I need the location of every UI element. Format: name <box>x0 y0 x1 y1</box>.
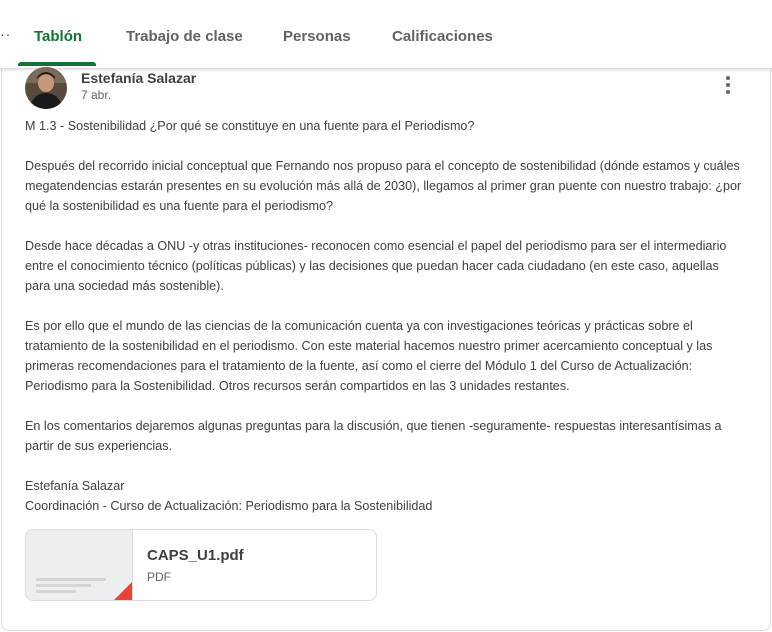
post-title: M 1.3 - Sostenibilidad ¿Por qué se constituye en una fuente para el Periodismo? <box>25 119 475 133</box>
attachment-filename: CAPS_U1.pdf <box>147 547 244 564</box>
more-icon[interactable]: ·· <box>0 26 12 42</box>
attachment-filetype: PDF <box>147 570 171 584</box>
tab-trabajo-de-clase[interactable]: Trabajo de clase <box>126 28 243 45</box>
post-date: 7 abr. <box>81 88 112 102</box>
signature-role: Coordinación - Curso de Actualización: Periodismo para la Sostenibilidad <box>25 499 433 513</box>
post-author[interactable]: Estefanía Salazar <box>81 70 197 86</box>
post-body <box>25 116 745 516</box>
post-paragraph: En los comentarios dejaremos algunas preguntas para la discusión, que tienen -seguramente- respuestas interesantísimas a partir de sus experiencias. <box>25 419 722 453</box>
avatar[interactable] <box>25 67 67 109</box>
post-options-button[interactable] <box>718 73 738 97</box>
dot <box>726 90 730 94</box>
pdf-icon <box>114 582 132 600</box>
dot <box>726 83 730 87</box>
attachment-card[interactable] <box>25 529 377 601</box>
post-paragraph: Desde hace décadas a ONU -y otras instituciones- reconocen como esencial el papel del periodismo para ser el intermediario entre el conocimiento técnico (políticas públicas) y las decisiones que puedan hacer cada ciudadano (en este caso, aquellas para una sociedad más sostenible). <box>25 239 727 293</box>
attachment-thumbnail <box>26 530 133 600</box>
thumbnail-preview <box>36 578 106 593</box>
tab-personas[interactable]: Personas <box>283 28 351 45</box>
post-paragraph: Es por ello que el mundo de las ciencias de la comunicación cuenta ya con investigaciones teóricas y prácticas sobre el tratamiento de la sostenibilidad en el periodismo. Con este material hacemos nuestro primer acercamiento conceptual y las primeras recomendaciones para el tratamiento de la fuente, así como el cierre del Módulo 1 del Curso de Actualización: Periodismo para la Sostenibilidad. Otros recursos serán compartidos en las 3 unidades restantes. <box>25 319 713 393</box>
tab-calificaciones[interactable]: Calificaciones <box>392 28 493 45</box>
top-navigation-bar <box>0 0 772 69</box>
dot <box>726 76 730 80</box>
tab-tablon[interactable]: Tablón <box>34 28 83 45</box>
user-photo-icon <box>25 67 67 109</box>
post-paragraph: Después del recorrido inicial conceptual que Fernando nos propuso para el concepto de sostenibilidad (dónde estamos y cuáles megatendencias estarán presentes en su evolución más allá de 2030), llegamos al primer gran puente con nuestro trabajo: ¿por qué la sostenibilidad es una fuente para el periodismo? <box>25 159 742 213</box>
signature-name: Estefanía Salazar <box>25 479 125 493</box>
active-tab-indicator <box>18 62 96 66</box>
